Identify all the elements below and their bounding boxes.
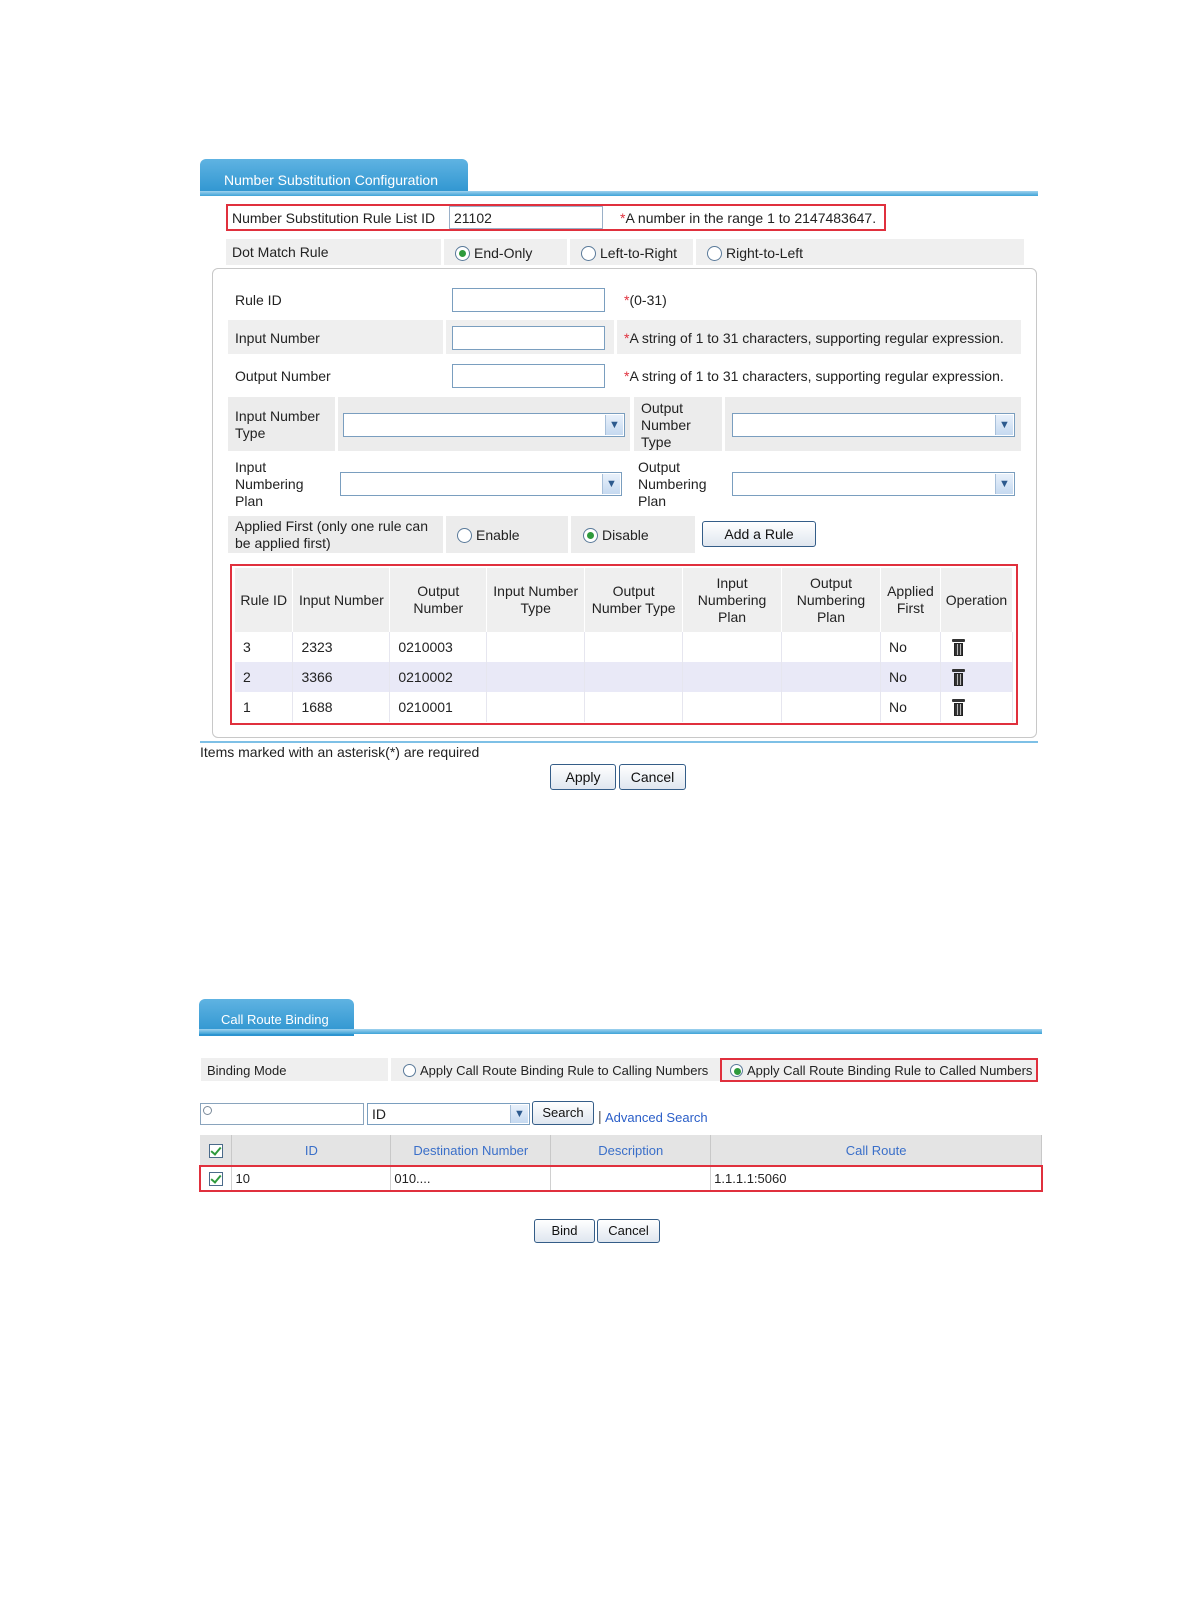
rule-list-id-hint: [620, 210, 876, 226]
col-header-text: Output: [809, 574, 852, 591]
search-button[interactable]: Search: [532, 1101, 594, 1125]
col-output-number-type: [585, 568, 683, 632]
radio-dot: [403, 1064, 416, 1077]
tab-underline: [199, 1029, 1042, 1034]
chevron-down-icon: ▼: [995, 474, 1013, 494]
cancel-button[interactable]: Cancel: [619, 764, 686, 790]
divider: [443, 320, 446, 354]
input-numbering-plan-label-line3: Plan: [235, 493, 264, 509]
col-header-text: Number: [413, 600, 464, 616]
output-number-input[interactable]: [452, 364, 605, 388]
col-operation: [940, 568, 1012, 632]
radio-left-to-right[interactable]: [581, 245, 677, 261]
cell-input-plan: [683, 692, 782, 722]
output-number-hint-text: A string of 1 to 31 characters, supporting regular expression.: [629, 368, 1004, 384]
chevron-down-icon: ▼: [995, 415, 1013, 435]
col-applied-first: [880, 568, 940, 632]
cell-output-type: [585, 662, 683, 692]
cell-rule-id: 2: [235, 662, 293, 692]
rule-id-label: Rule ID: [235, 292, 282, 308]
cell-rule-id: 3: [235, 632, 293, 662]
radio-calling-numbers-label: Apply Call Route Binding Rule to Calling Numbers: [420, 1063, 709, 1078]
applied-first-label: [235, 518, 428, 552]
chevron-down-icon: ▼: [510, 1105, 528, 1123]
output-number-type-label: [641, 400, 691, 451]
output-number-type-label-line1: Output: [641, 400, 684, 416]
input-numbering-plan-label: [235, 459, 303, 510]
advanced-search-link[interactable]: Advanced Search: [605, 1110, 708, 1125]
radio-dot: [730, 1064, 743, 1077]
col-description[interactable]: Description: [551, 1135, 711, 1165]
required-star: *: [624, 368, 630, 384]
search-field-select[interactable]: [367, 1103, 530, 1125]
cell-operation: [940, 662, 1012, 692]
col-input-numbering-plan: [683, 568, 782, 632]
output-numbering-plan-label-line2: Numbering: [638, 476, 707, 492]
tab-underline: [200, 191, 1038, 196]
cell-input-type: [487, 662, 585, 692]
cell-input-type: [487, 692, 585, 722]
applied-first-label-line1: Applied First (only one rule can: [235, 518, 428, 534]
rules-table: [235, 568, 1013, 722]
table-row: [235, 662, 1013, 692]
output-numbering-plan-select[interactable]: [732, 472, 1015, 496]
input-number-input[interactable]: [452, 326, 605, 350]
radio-applied-enable[interactable]: [457, 527, 520, 543]
cell-input-plan: [683, 632, 782, 662]
col-header-text: Output: [417, 583, 460, 599]
apply-button[interactable]: Apply: [550, 764, 616, 790]
trash-icon[interactable]: [953, 669, 964, 686]
input-number-type-label-line2: Type: [235, 425, 266, 441]
input-number-type-label: [235, 408, 320, 442]
cell-applied-first: No: [880, 692, 940, 722]
divider: [614, 320, 617, 354]
col-header-text: Input: [716, 574, 748, 591]
search-icon: [203, 1106, 212, 1115]
col-header-text: First: [896, 600, 925, 616]
radio-end-only-label: End-Only: [474, 245, 533, 261]
cell-input-number: 3366: [293, 662, 390, 692]
required-star: *: [624, 330, 630, 346]
cell-destination-number: 010....: [391, 1165, 551, 1191]
cell-output-plan: [782, 692, 881, 722]
cell-output-type: [585, 692, 683, 722]
radio-dot: [455, 246, 470, 261]
binding-mode-label: Binding Mode: [207, 1063, 287, 1078]
chevron-down-icon: ▼: [602, 474, 620, 494]
cell-rule-id: 1: [235, 692, 293, 722]
table-row: [235, 632, 1013, 662]
rule-id-hint: [624, 292, 667, 308]
binding-row-highlight: [199, 1165, 1043, 1192]
search-separator: |: [598, 1108, 602, 1124]
table-row: [235, 692, 1013, 722]
rule-id-input[interactable]: [452, 288, 605, 312]
cell-output-number: 0210002: [390, 662, 487, 692]
cell-input-number: 2323: [293, 632, 390, 662]
select-all-checkbox[interactable]: [209, 1144, 223, 1158]
input-numbering-plan-select[interactable]: [340, 472, 622, 496]
search-field-value: ID: [372, 1106, 386, 1122]
radio-applied-enable-label: Enable: [476, 527, 520, 543]
output-number-hint: [624, 368, 1004, 384]
radio-applied-disable-label: Disable: [602, 527, 649, 543]
cell-output-number: 0210003: [390, 632, 487, 662]
trash-icon[interactable]: [953, 699, 964, 716]
col-header-text: Rule ID: [240, 591, 288, 608]
radio-called-numbers-label: Apply Call Route Binding Rule to Called Numbers: [747, 1063, 1033, 1078]
col-select-all: [200, 1135, 232, 1165]
col-call-route[interactable]: Call Route: [711, 1135, 1042, 1165]
radio-right-to-left[interactable]: [707, 245, 803, 261]
col-destination-number[interactable]: Destination Number: [391, 1135, 551, 1165]
divider: [693, 239, 696, 265]
col-output-number: [390, 568, 487, 632]
applied-first-label-line2: be applied first): [235, 535, 331, 551]
radio-dot: [457, 528, 472, 543]
input-number-hint-text: A string of 1 to 31 characters, supporting regular expression.: [629, 330, 1004, 346]
trash-icon[interactable]: [953, 639, 964, 656]
cell-output-plan: [782, 662, 881, 692]
input-number-hint: [624, 330, 1004, 346]
col-output-numbering-plan: [782, 568, 881, 632]
rule-list-id-hint-text: A number in the range 1 to 2147483647.: [625, 210, 877, 226]
col-header-text: Plan: [718, 608, 747, 625]
cell-applied-first: No: [880, 632, 940, 662]
radio-end-only[interactable]: [455, 245, 532, 261]
col-header-text: Input Number: [493, 583, 579, 599]
col-rule-id: [235, 568, 293, 632]
input-numbering-plan-label-line2: Numbering: [235, 476, 304, 492]
col-header-text: Numbering: [697, 591, 767, 608]
cell-operation: [940, 632, 1012, 662]
col-header-text: Number Type: [591, 600, 676, 616]
chevron-down-icon: ▼: [605, 415, 623, 435]
input-number-type-select[interactable]: [343, 413, 625, 437]
output-number-label: Output Number: [235, 368, 331, 384]
cell-applied-first: No: [880, 662, 940, 692]
input-number-label: Input Number: [235, 330, 320, 346]
tab-number-substitution[interactable]: Number Substitution Configuration: [200, 159, 468, 196]
rule-list-id-input[interactable]: 21102: [449, 206, 603, 229]
input-number-type-label-line1: Input Number: [235, 408, 320, 424]
col-header-text: Numbering: [796, 591, 866, 608]
radio-calling-numbers[interactable]: [403, 1063, 708, 1078]
output-numbering-plan-label: [638, 459, 706, 510]
required-star: *: [620, 210, 626, 226]
cell-input-type: [487, 632, 585, 662]
radio-dot: [707, 246, 722, 261]
radio-dot: [583, 528, 598, 543]
output-numbering-plan-label-line3: Plan: [638, 493, 667, 509]
output-number-type-select[interactable]: [732, 413, 1015, 437]
divider: [567, 239, 570, 265]
col-header-text: Output: [612, 583, 655, 599]
add-rule-button[interactable]: Add a Rule: [702, 521, 816, 547]
output-number-type-label-line3: Type: [641, 434, 672, 450]
cell-output-type: [585, 632, 683, 662]
cell-operation: [940, 692, 1012, 722]
cell-input-plan: [683, 662, 782, 692]
required-star: *: [624, 292, 630, 308]
output-number-type-label-line2: Number: [641, 417, 691, 433]
cell-call-route: 1.1.1.1:5060: [711, 1165, 1042, 1191]
input-numbering-plan-label-line1: Input: [235, 459, 267, 475]
col-input-number: [293, 568, 390, 632]
cell-input-number: 1688: [293, 692, 390, 722]
col-header-text: Plan: [816, 608, 845, 625]
radio-dot: [581, 246, 596, 261]
col-header-text: Applied: [887, 583, 934, 599]
cell-output-plan: [782, 632, 881, 662]
bind-button[interactable]: Bind: [534, 1219, 595, 1243]
cell-output-number: 0210001: [390, 692, 487, 722]
required-note: Items marked with an asterisk(*) are required: [200, 744, 480, 760]
radio-left-to-right-label: Left-to-Right: [600, 245, 678, 261]
search-input[interactable]: [200, 1103, 364, 1125]
output-numbering-plan-label-line1: Output: [638, 459, 681, 475]
col-header-text: Input Number: [298, 591, 384, 608]
rule-list-id-label: Number Substitution Rule List ID: [232, 210, 436, 226]
dot-match-label: Dot Match Rule: [232, 244, 329, 260]
footer-rule: [200, 741, 1038, 743]
col-header-text: Type: [520, 600, 551, 616]
radio-called-numbers[interactable]: [730, 1063, 1032, 1078]
cell-id: 10: [232, 1165, 391, 1191]
radio-applied-disable[interactable]: [583, 527, 649, 543]
rule-id-hint-text: (0-31): [629, 292, 667, 308]
col-id[interactable]: ID: [232, 1135, 391, 1165]
divider: [441, 239, 444, 265]
col-input-number-type: [487, 568, 585, 632]
col-header-text: Operation: [945, 591, 1008, 608]
tab-call-route-binding[interactable]: Call Route Binding: [199, 999, 354, 1036]
radio-right-to-left-label: Right-to-Left: [726, 245, 804, 261]
cancel-binding-button[interactable]: Cancel: [597, 1219, 660, 1243]
